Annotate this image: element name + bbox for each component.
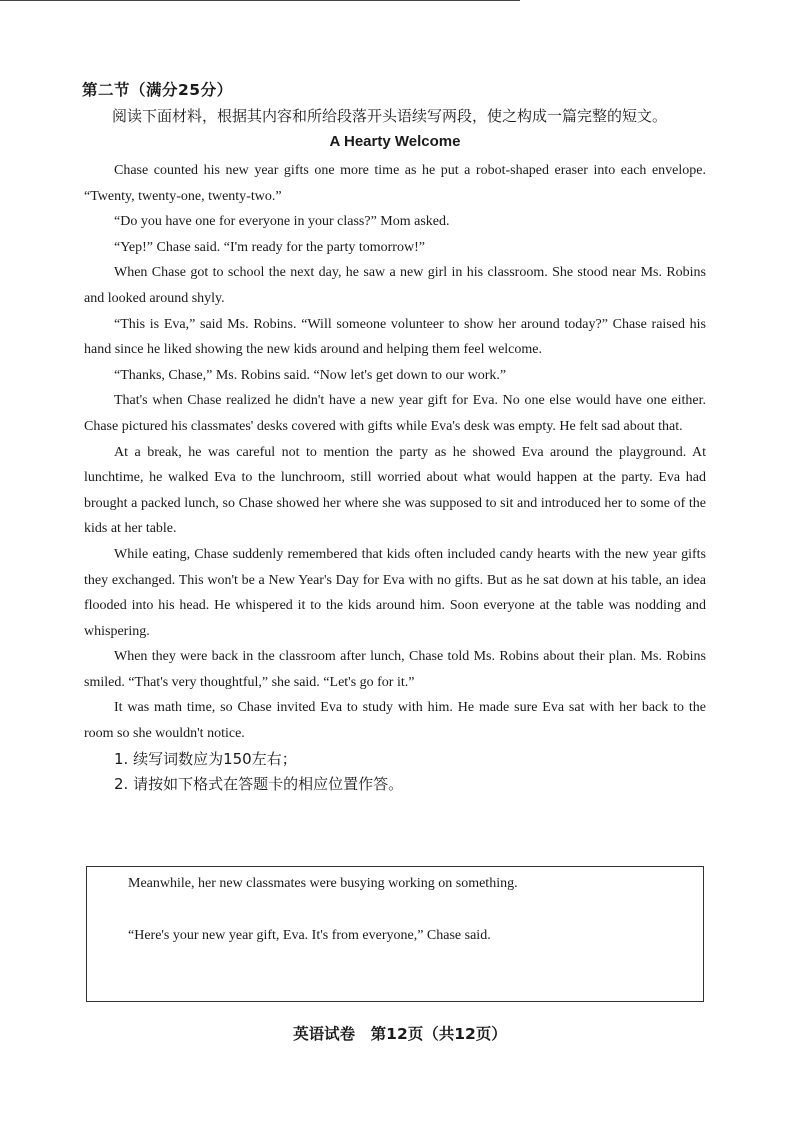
story-paragraph: “This is Eva,” said Ms. Robins. “Will someone volunteer to show her around today?” Chase raised his hand since he liked showing the new kids around and helping them feel welcome. (84, 316, 706, 358)
story-paragraph: When Chase got to school the next day, he saw a new girl in his classroom. She stood near Ms. Robins and looked around shyly. (84, 265, 706, 306)
exam-page (84, 80, 706, 798)
story-paragraph: That's when Chase realized he didn't have a new year gift for Eva. No one else would have one either. Chase pictured his classmates' desks covered with gifts while Eva's desk was empty. He felt sad about that. (84, 393, 706, 434)
top-rule (0, 0, 520, 1)
story-paragraph: It was math time, so Chase invited Eva to study with him. He made sure Eva sat with her back to the room so she wouldn't notice. (84, 700, 706, 742)
story-paragraph: Chase counted his new year gifts one more time as he put a robot-shaped eraser into each envelope. “Twenty, twenty-one, twenty-two.” (84, 163, 706, 204)
story-paragraph: When they were back in the classroom after lunch, Chase told Ms. Robins about their plan. Ms. Robins smiled. “That's very thoughtful,” she said. “Let's go for it.” (84, 649, 706, 690)
story-paragraph: “Do you have one for everyone in your class?” Mom asked. (114, 214, 450, 230)
story-paragraph: While eating, Chase suddenly remembered that kids often included candy hearts with the new year gifts they exchanged. This won't be a New Year's Day for Eva with no gifts. But as he sat down at his table, an idea flooded into his head. He whispered it to the kids around him. Soon everyone at the table was nodding and whispering. (84, 546, 706, 639)
story-title: A Hearty Welcome (329, 133, 461, 150)
answer-box-opening-line-2: “Here's your new year gift, Eva. It's from everyone,” Chase said. (128, 928, 491, 943)
section-title: 第二节（满分25分） (82, 81, 233, 99)
page-footer: 英语试卷 第12页（共12页） (293, 1025, 507, 1043)
story-paragraph: “Thanks, Chase,” Ms. Robins said. “Now let's get down to our work.” (114, 367, 507, 383)
requirement-1: 1. 续写词数应为150左右； (114, 749, 297, 768)
story-paragraph: “Yep!” Chase said. “I'm ready for the party tomorrow!” (114, 239, 425, 255)
story-paragraph: At a break, he was careful not to mention the party as he showed Eva around the playground. At lunchtime, he walked Eva to the lunchroom, still worried about what would happen at the party. Eva had brought a packed lunch, so Chase showed her where she was supposed to sit and introduced her to some of the kids at her table. (84, 444, 706, 537)
requirement-2: 2. 请按如下格式在答题卡的相应位置作答。 (114, 775, 404, 794)
answer-box (86, 866, 704, 1002)
section-instruction: 阅读下面材料，根据其内容和所给段落开头语续写两段，使之构成一篇完整的短文。 (112, 107, 668, 125)
answer-box-opening-line-1: Meanwhile, her new classmates were busying working on something. (128, 876, 518, 891)
